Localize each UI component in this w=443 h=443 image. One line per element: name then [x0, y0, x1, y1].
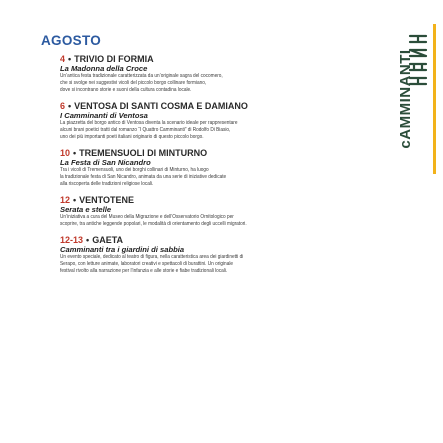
description-line: Tra i vicoli di Tremensuoli, uno dei borghi collinari di Minturno, ha luogo: [60, 167, 209, 173]
description-line: festival rivolto alla narrazione per l’infanzia e alle storie e fiabe tradizionali locali.: [60, 268, 228, 274]
bullet-icon: •: [86, 235, 90, 245]
month-heading: AGOSTO: [41, 33, 102, 48]
description-line: scoprire, tra antiche leggende popolari, le modalità di orientamento degli uccelli migratori.: [60, 221, 247, 227]
event-item: [60, 235, 384, 275]
event-date: 12: [60, 195, 71, 205]
description-line: Un’iniziativa a cura del Museo della Migrazione e dell’Osservatorio Ornitologico per: [60, 214, 234, 220]
event-item: [60, 195, 384, 228]
event-description: [60, 120, 339, 141]
description-line: Serapo, con letture animate, laboratori creativi e spettacoli di burattini. Un originale: [60, 261, 234, 267]
event-place: VENTOTENE: [79, 195, 135, 205]
event-date: 6: [60, 101, 66, 111]
event-subtitle: I Camminanti di Ventosa: [60, 111, 148, 120]
event-title: [60, 148, 384, 158]
event-description: [60, 214, 339, 228]
event-place: VENTOSA DI SANTI COSMA E DAMIANO: [74, 101, 248, 111]
event-item: [60, 148, 384, 188]
description-line: La piazzetta del borgo antico di Ventosa diventa la scenario ideale per rappresentare: [60, 120, 238, 126]
description-line: uno dei più importanti poeti italiani originario di questo piccolo borgo.: [60, 134, 204, 140]
event-title: [60, 54, 384, 64]
event-date: 12-13: [60, 235, 84, 245]
event-item: [60, 54, 384, 94]
event-subtitle: Camminanti tra i giardini di sabbia: [60, 245, 185, 254]
event-place: TRIVIO DI FORMIA: [74, 54, 154, 64]
event-place: TREMENSUOLI DI MINTURNO: [79, 148, 208, 158]
description-line: Un’antica festa tradizionale caratterizzata da un’originale sagra del cocomero,: [60, 73, 223, 79]
event-description: [60, 167, 339, 188]
event-date: 10: [60, 148, 71, 158]
bullet-icon: •: [68, 54, 72, 64]
event-title: [60, 101, 384, 111]
event-list: [60, 54, 384, 281]
event-subtitle: La Festa di San Nicandro: [60, 158, 151, 167]
description-line: alcuni brani poetici tratti dal romanzo “I Quattro Camminanti” di Rodolfo Di Biasio,: [60, 127, 231, 133]
event-place: GAETA: [92, 235, 124, 245]
event-description: [60, 254, 339, 275]
description-line: che si svolge nei suggestivi vicoli del piccolo borgo collinare formiano,: [60, 80, 207, 86]
description-line: alla riscoperta delle tradizioni religiose locali.: [60, 181, 154, 187]
brand-accent-bar: [433, 24, 436, 174]
bullet-icon: •: [73, 148, 77, 158]
event-description: [60, 73, 339, 94]
bullet-icon: •: [73, 195, 77, 205]
description-line: la tradizionale festa di San Nicandro, animata da una serie di iniziative dedicate: [60, 174, 227, 180]
bullet-icon: •: [68, 101, 72, 111]
event-subtitle: Serata e stelle: [60, 205, 112, 214]
description-line: Un evento speciale, dedicato al teatro di figura, nella caratteristica area dei giardinetti di: [60, 254, 244, 260]
description-line: dove si incontrano storie e suoni della cultura contadina locale.: [60, 87, 192, 93]
event-title: [60, 235, 384, 245]
event-title: [60, 195, 384, 205]
brand-wordmark: cAMMINANTI: [397, 49, 414, 149]
event-item: [60, 101, 384, 141]
event-date: 4: [60, 54, 66, 64]
event-subtitle: La Madonna della Croce: [60, 64, 148, 73]
